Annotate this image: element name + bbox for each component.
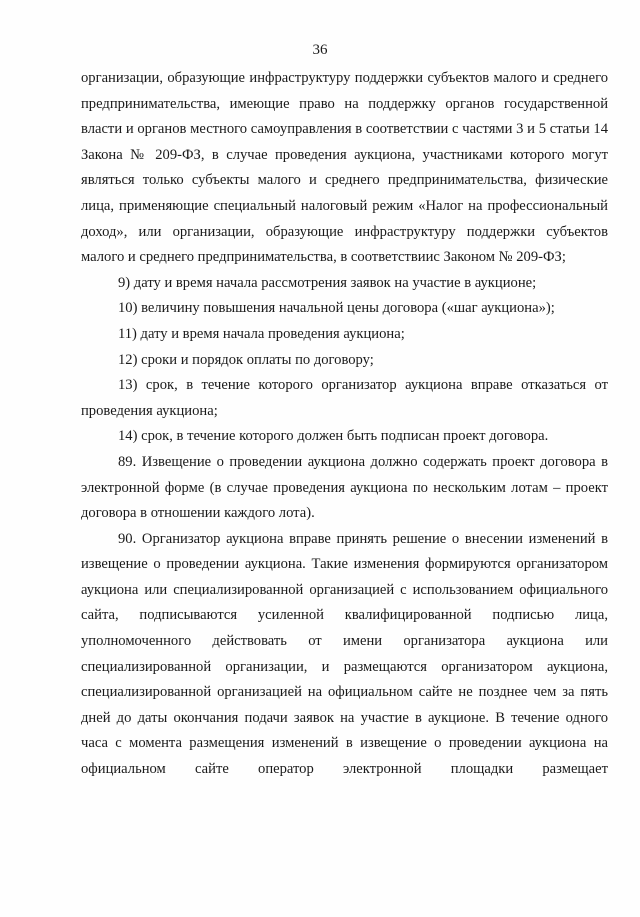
document-body <box>81 66 608 783</box>
list-item-13: 13) срок, в течение которого организатор аукциона вправе отказаться от проведения аукциона; <box>81 377 608 419</box>
page-number: 36 <box>312 42 328 58</box>
paragraph-continuation: организации, образующие инфраструктуру поддержки субъектов малого и среднего предпринимательства, имеющие право на поддержку органов государственной власти и органов местного самоуправления в соответствии с частями 3 и 5 статьи 14 Закона № 209-ФЗ, в случае проведения аукциона, участниками которого могут являться только субъекты малого и среднего предпринимательства, физические лица, применяющие специальный налоговый режим «Налог на профессиональный доход», или организации, образующие инфраструктуру поддержки субъектов малого и среднего предпринимательства, в соответствиис Законом № 209-ФЗ; <box>81 70 608 266</box>
list-item-11: 11) дату и время начала проведения аукциона; <box>118 325 405 342</box>
list-item-9: 9) дату и время начала рассмотрения заявок на участие в аукционе; <box>118 274 537 291</box>
list-item-14: 14) срок, в течение которого должен быть подписан проект договора. <box>118 428 549 445</box>
paragraph-89: 89. Извещение о проведении аукциона должно содержать проект договора в электронной форме (в случае проведения аукциона по нескольким лотам – проект договора в отношении каждого лота). <box>81 453 608 522</box>
list-item-10: 10) величину повышения начальной цены договора («шаг аукциона»); <box>118 300 555 317</box>
paragraph-90: 90. Организатор аукциона вправе принять решение о внесении изменений в извещение о проведении аукциона. Такие изменения формируются организатором аукциона или специализированной организацией с использованием официального сайта, подписываются усиленной квалифицированной подписью лица, уполномоченного действовать от имени организатора аукциона или специализированной организации, и размещаются организатором аукциона, специализированной организацией на официальном сайте не позднее чем за пять дней до даты окончания подачи заявок на участие в аукционе. В течение одного часа с момента размещения изменений в извещение о проведении аукциона на официальном сайте оператор электронной площадки размещает <box>81 530 608 778</box>
list-item-12: 12) сроки и порядок оплаты по договору; <box>118 351 374 368</box>
